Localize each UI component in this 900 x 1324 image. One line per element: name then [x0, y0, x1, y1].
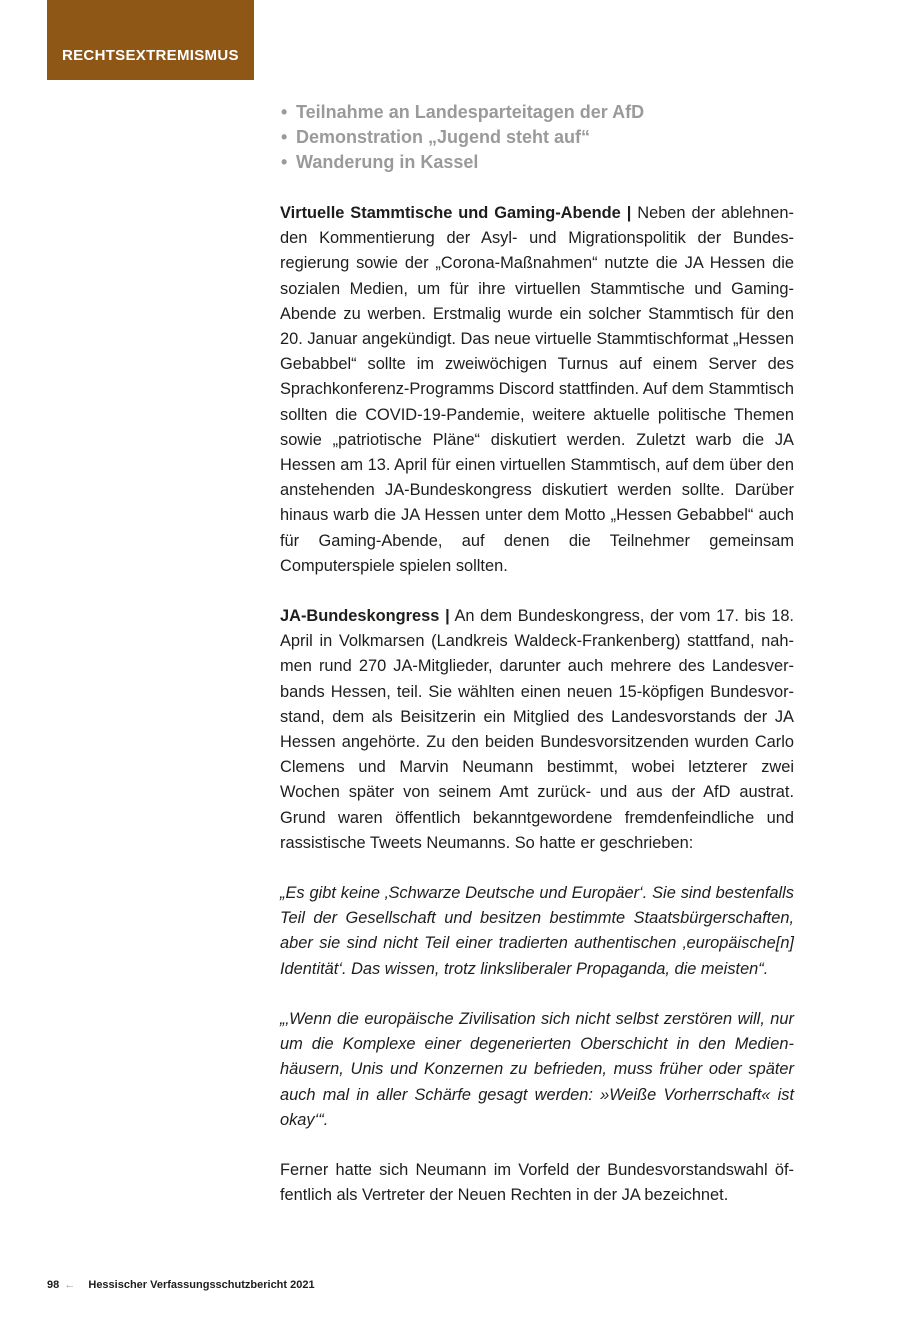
list-item-text: Demonstration „Jugend steht auf“: [296, 127, 591, 147]
main-content: [280, 201, 794, 1233]
list-item: • Demonstration „Jugend steht auf“: [281, 127, 591, 147]
quote-1: „Es gibt keine ‚Schwarze Deutsche und Europäer‘. Sie sind bestenfalls Teil der Gesellschaft und besitzen bestimmte Staatsbürgerschaften, aber sie sind nicht Teil einer tradierten authentischen ‚europäische[n] Identität‘. Das wissen, trotz linksliberaler Propaganda, die meisten“.: [280, 884, 794, 978]
paragraph-text: An dem Bundeskongress, der vom 17. bis 18. April in Volkmarsen (Landkreis Waldeck-Frankenberg) stattfand, nahmen rund 270 JA-Mitglieder, darunter auch mehrere des Landesverbands Hessen, teil. Sie wählten einen neuen 15-köpfigen Bundesvorstand, dem als Beisitzerin ein Mitglied des Landesvorstands der JA Hessen angehörte. Zu den beiden Bundesvorsitzenden wurden Carlo Clemens und Marvin Neumann bestimmt, wobei letzterer zwei Wochen später von seinem Amt zurück- und aus der AfD austrat. Grund waren öffentlich bekanntgewordene fremdenfeindliche und rassistische Tweets Neumanns. So hatte er geschrieben:: [280, 607, 794, 852]
page-footer: [47, 1279, 315, 1291]
quote-2: „‚Wenn die europäische Zivilisation sich nicht selbst zerstören will, nur um die Komplexe einer degenerierten Oberschicht in den Medienhäusern, Unis und Konzernen zu befrieden, muss früher oder später auch mal in aller Schärfe gesagt werden: »Weiße Vorherrschaft« ist okay‘“.: [280, 1009, 794, 1129]
list-item: • Wanderung in Kassel: [281, 152, 479, 172]
arrow-left-icon: ←: [64, 1279, 76, 1291]
section-label: RECHTSEXTREMISMUS: [62, 47, 239, 64]
list-item-text: Teilnahme an Landesparteitagen der AfD: [296, 102, 645, 122]
paragraph-bundeskongress: [280, 604, 794, 856]
paragraph-heading: JA-Bundeskongress |: [280, 607, 450, 626]
paragraph-neumann: Ferner hatte sich Neumann im Vorfeld der Bundesvorstandswahl öffentlich als Vertreter der Neuen Rechten in der JA bezeichnet.: [280, 1160, 794, 1205]
list-item-text: Wanderung in Kassel: [296, 152, 479, 172]
paragraph-heading: Virtuelle Stammtische und Gaming-Abende |: [280, 204, 632, 222]
page-number: 98: [47, 1279, 60, 1291]
list-item: • Teilnahme an Landesparteitagen der AfD: [281, 102, 645, 122]
paragraph-virtual-stammtische: [280, 201, 794, 579]
publication-title: Hessischer Verfassungsschutzbericht 2021: [88, 1279, 315, 1291]
section-tab: [47, 0, 254, 80]
bullet-list: [281, 100, 801, 175]
paragraph-text: Neben der ablehnenden Kommentierung der Asyl- und Migrationspolitik der Bundesregierung sowie der „Corona-Maßnahmen“ nutzte die JA Hessen die sozialen Medien, um für ihre virtuellen Stammtische und Gaming-Abende zu werben. Erstmalig wurde ein solcher Stammtisch für den 20. Januar angekündigt. Das neue virtuelle Stammtischformat „Hessen Gebabbel“ sollte im zweiwöchigen Turnus auf einem Server des Sprachkonferenz-Programms Discord stattfinden. Auf dem Stammtisch sollten die COVID-19-Pandemie, weitere aktuelle politische Themen sowie „patriotische Pläne“ diskutiert werden. Zuletzt warb die JA Hessen am 13. April für einen virtuellen Stammtisch, auf dem über den anstehenden JA-Bundeskongress diskutiert werden sollte. Darüber hinaus warb die JA Hessen unter dem Motto „Hessen Gebabbel“ auch für Gaming-Abende, auf denen die Teilnehmer gemeinsam Computerspiele spielen sollten.: [280, 204, 794, 575]
